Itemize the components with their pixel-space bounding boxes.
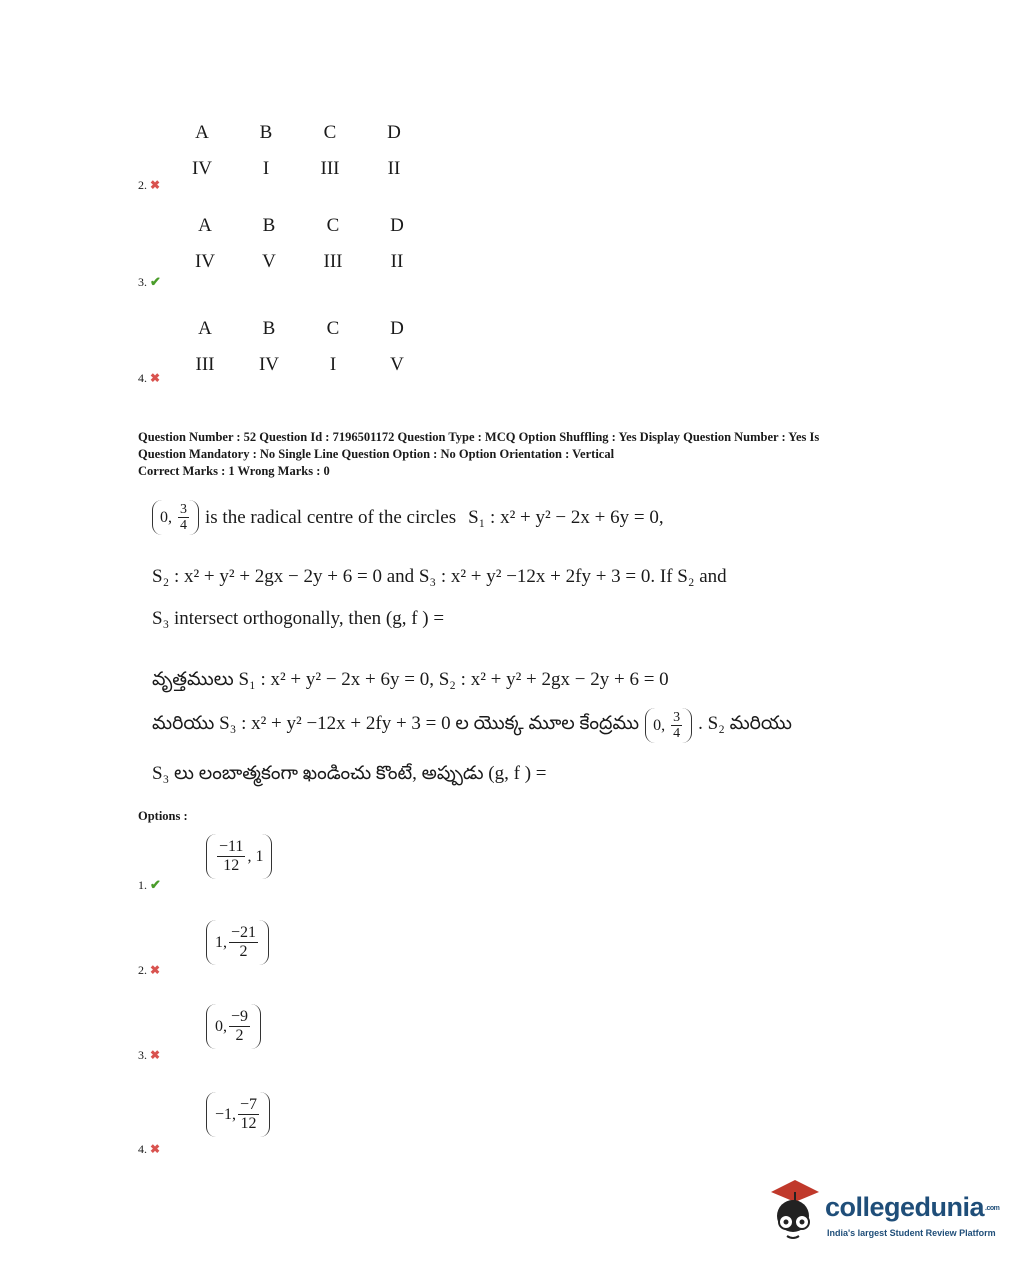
fraction: $\frac{-7}{12}$ xyxy=(240,1096,258,1132)
radical-centre-point: 0, $\frac{3}{4}$ xyxy=(645,708,692,743)
option-number-1: 1. ✔ xyxy=(138,877,161,892)
wrong-mark-icon: ✖ xyxy=(150,178,161,192)
match-table-option-2 xyxy=(170,115,430,187)
header-a: A xyxy=(198,215,212,236)
circle-s1-equation: S₁ : x² + y² − 2x + 6y = 0, xyxy=(468,506,664,528)
header-c: C xyxy=(326,215,340,236)
fraction: $\frac{-21}{2}$ xyxy=(231,924,257,960)
meta-line-3: Correct Marks : 1 Wrong Marks : 0 xyxy=(138,464,330,478)
option-number-2: 2. ✖ xyxy=(138,963,161,977)
value-c: III xyxy=(320,158,340,179)
fraction: $\frac{-11}{12}$ xyxy=(219,838,244,874)
option-3[interactable]: 0, $\frac{-9}{2}$ xyxy=(200,1004,267,1049)
header-d: D xyxy=(390,215,404,236)
fraction: $\frac{3}{4}$ xyxy=(180,502,187,533)
header-a: A xyxy=(195,122,209,143)
header-c: C xyxy=(326,318,340,339)
header-b: B xyxy=(262,215,276,236)
wrong-mark-icon: ✖ xyxy=(150,963,161,977)
options-label: Options : xyxy=(138,809,188,823)
collegedunia-logo[interactable] xyxy=(765,1178,1000,1258)
header-d: D xyxy=(387,122,401,143)
value-d: V xyxy=(390,354,404,375)
value-c: I xyxy=(329,354,337,375)
option-number-2: 2. ✖ xyxy=(138,178,161,192)
match-table-option-3 xyxy=(173,208,433,280)
meta-line-1: Question Number : 52 Question Id : 7196501172 Question Type : MCQ Option Shuffling : Yes Display Question Number : Yes Is xyxy=(138,430,820,444)
radical-centre-point: 0, $\frac{3}{4}$ xyxy=(152,500,199,535)
wrong-mark-icon: ✖ xyxy=(150,1142,161,1156)
value-a: IV xyxy=(194,251,216,272)
option-number-3: 3. ✖ xyxy=(138,1048,161,1062)
question-text: is the radical centre of the circles xyxy=(205,506,457,528)
header-b: B xyxy=(259,122,273,143)
question-en-line-3 xyxy=(152,608,444,630)
option-2[interactable]: 1, $\frac{-21}{2}$ xyxy=(200,920,275,965)
header-d: D xyxy=(390,318,404,339)
meta-line-2: Question Mandatory : No Single Line Question Option : No Option Orientation : Vertical xyxy=(138,447,615,461)
wrong-mark-icon: ✖ xyxy=(150,1048,161,1062)
question-te-line-1: వృత్తములు S₁ : x² + y² − 2x + 6y = 0, S₂ : x² + y² + 2gx − 2y + 6 = 0 xyxy=(152,669,669,690)
value-a: III xyxy=(195,354,215,375)
option-1[interactable]: $\frac{-11}{12}$ , 1 xyxy=(200,834,278,879)
logo-tagline: India's largest Student Review Platform xyxy=(827,1228,996,1238)
question-te-line-3: S₃ లు లంబాత్మకంగా ఖండించు కొంటే, అప్పుడు (g, f ) = xyxy=(152,763,547,784)
value-b: IV xyxy=(258,354,280,375)
value-a: IV xyxy=(191,158,213,179)
question-en-line-1 xyxy=(152,500,664,535)
value-c: III xyxy=(323,251,343,272)
student-mascot-icon xyxy=(765,1178,821,1248)
value-b: I xyxy=(262,158,270,179)
option-number-4: 4. ✖ xyxy=(138,1142,161,1156)
question-te-line-2: మరియు S₃ : x² + y² −12x + 2fy + 3 = 0 ల యొక్క మూల కేంద్రము 0, $\frac{3}{4}$ . S₂ మరియు xyxy=(152,710,792,741)
header-a: A xyxy=(198,318,212,339)
fraction: $\frac{3}{4}$ xyxy=(673,710,681,741)
option-number-4: 4. ✖ xyxy=(138,371,161,385)
fraction: $\frac{-9}{2}$ xyxy=(231,1008,249,1044)
correct-check-icon: ✔ xyxy=(150,877,161,892)
correct-check-icon: ✔ xyxy=(150,274,161,289)
value-d: II xyxy=(390,251,404,272)
value-d: II xyxy=(387,158,401,179)
option-4[interactable]: −1, $\frac{-7}{12}$ xyxy=(200,1092,276,1137)
question-ask: S₃ intersect orthogonally, then (g, f ) = xyxy=(152,608,445,629)
wrong-mark-icon: ✖ xyxy=(150,371,161,385)
header-c: C xyxy=(323,122,337,143)
logo-wordmark: collegedunia.com xyxy=(825,1192,1000,1222)
question-meta xyxy=(138,429,819,480)
question-en-line-2 xyxy=(152,566,727,588)
match-table-option-4 xyxy=(173,311,433,383)
circle-s2-s3-equations: S₂ : x² + y² + 2gx − 2y + 6 = 0 and S₃ : x² + y² −12x + 2fy + 3 = 0. If S₂ and xyxy=(152,566,727,587)
header-b: B xyxy=(262,318,276,339)
value-b: V xyxy=(262,251,276,272)
option-number-3: 3. ✔ xyxy=(138,274,161,289)
